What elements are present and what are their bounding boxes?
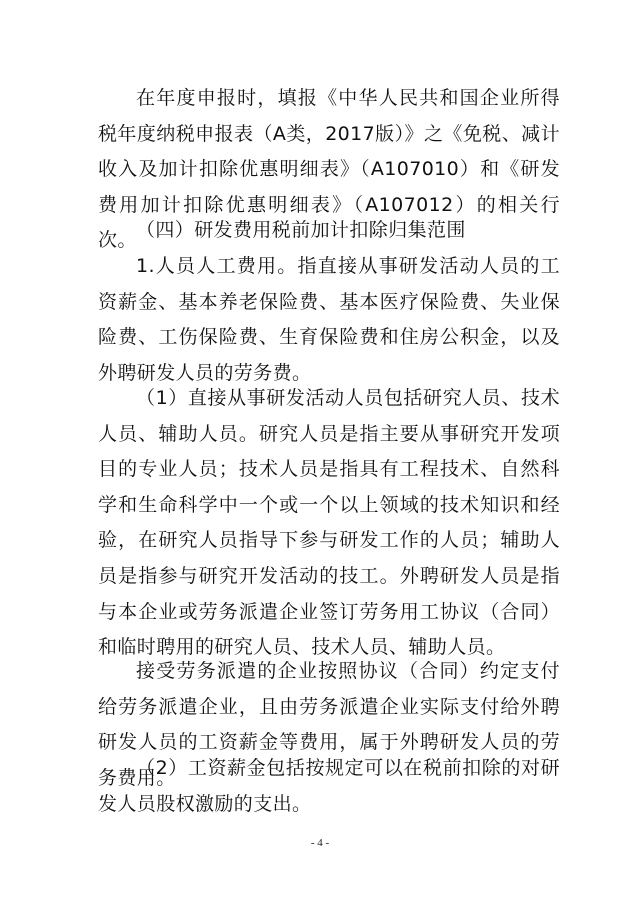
section-heading-scope: （四）研发费用税前加计扣除归集范围 (136, 219, 466, 241)
page-number: - 4 - (310, 837, 330, 849)
paragraph-personnel-costs: 1.人员人工费用。指直接从事研发活动人员的工资薪金、基本养老保险费、基本医疗保险费、失业保险费、工伤保险费、生育保险费和住房公积金，以及外聘研发人员的劳务费。 (98, 255, 560, 384)
paragraph-labor-dispatch: 接受劳务派遣的企业按照协议（合同）约定支付给劳务派遣企业，且由劳务派遣企业实际支付给外聘研发人员的工资薪金等费用，属于外聘研发人员的劳务费用。 (98, 660, 560, 789)
paragraph-annual-filing: 在年度申报时，填报《中华人民共和国企业所得税年度纳税申报表（A类，2017版）》之《免税、减计收入及加计扣除优惠明细表》（A107010）和《研发费用加计扣除优惠明细表》（A107012）的相关行次。 (98, 87, 560, 252)
paragraph-salary-equity: （2）工资薪金包括按规定可以在税前扣除的对研发人员股权激励的支出。 (98, 757, 560, 815)
paragraph-rd-personnel-definition: （1）直接从事研发活动人员包括研究人员、技术人员、辅助人员。研究人员是指主要从事研究开发项目的专业人员；技术人员是指具有工程技术、自然科学和生命科学中一个或一个以上领域的技术知识和经验，在研究人员指导下参与研发工作的人员；辅助人员是指参与研究开发活动的技工。外聘研发人员是指与本企业或劳务派遣企业签订劳务用工协议（合同）和临时聘用的研究人员、技术人员、辅助人员。 (98, 387, 560, 659)
